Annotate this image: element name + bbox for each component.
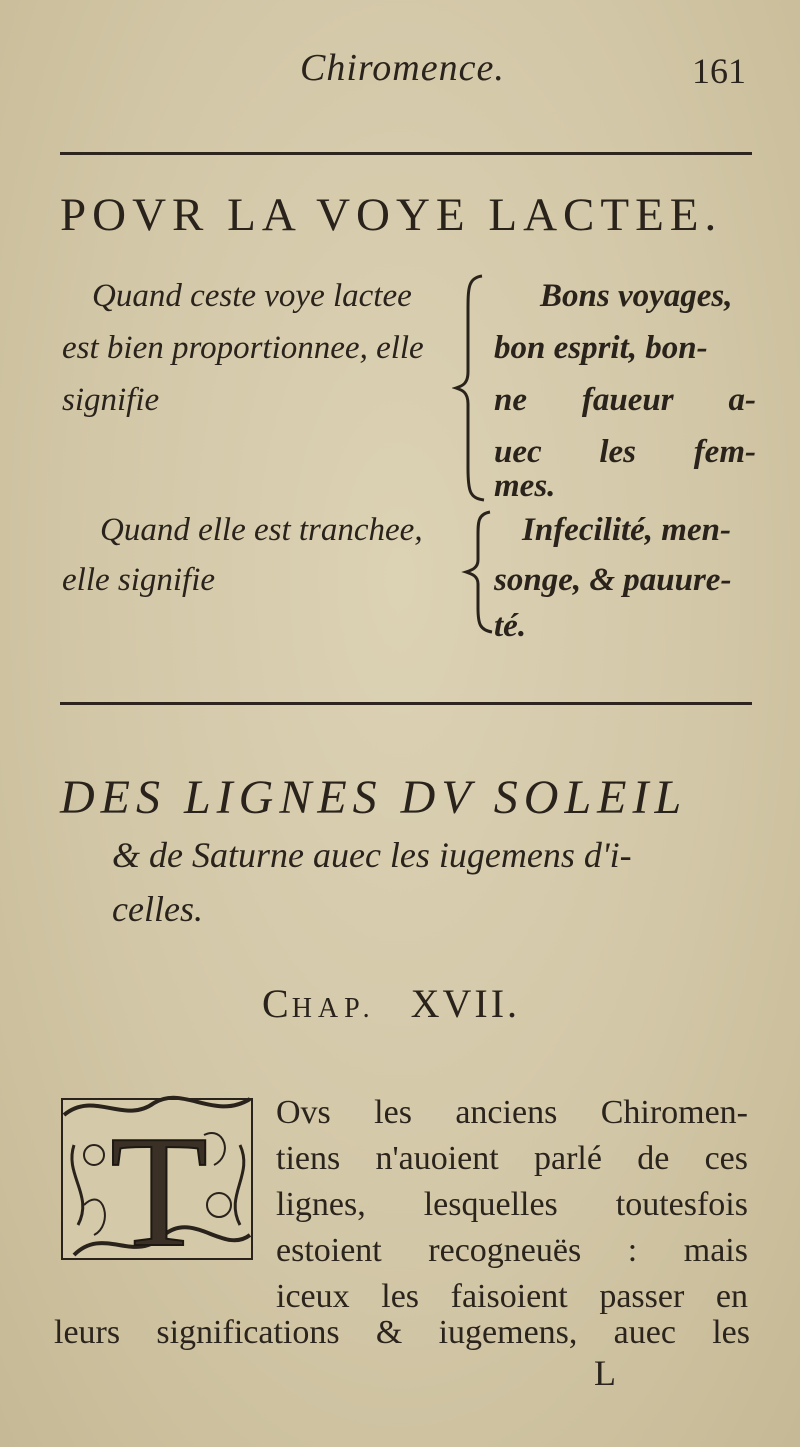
chapter-label-smallcaps: HAP. (291, 993, 376, 1024)
chapter-number: XVII. (410, 981, 521, 1026)
chapter-subtitle-line-1: & de Saturne auec les iugemens d'i- (112, 835, 632, 875)
running-title: Chiromence. (300, 47, 505, 89)
entry-2-condition-line-1: Quand elle est tranchee, (100, 512, 423, 548)
top-rule (60, 152, 752, 155)
section-title: POVR LA VOYE LACTEE. (60, 189, 723, 241)
entry-2-condition-line-2: elle signifie (62, 562, 216, 598)
drop-cap-letter: T (110, 1102, 208, 1275)
entry-2-meaning-line-3: té. (494, 608, 527, 644)
chapter-label (262, 980, 520, 1027)
body-line-6: leurs significations & iugemens, auec les (54, 1314, 750, 1351)
body-line-3: lignes, lesquelles toutesfois (276, 1186, 748, 1223)
ornament-icon (54, 1085, 264, 1275)
entry-1-meaning-line-1: Bons voyages, (540, 278, 733, 314)
entry-1-condition-line-3: signifie (62, 382, 160, 418)
body-line-5: iceux les faisoient passer en (276, 1278, 748, 1315)
middle-rule (60, 702, 752, 705)
signature-mark: L (594, 1353, 616, 1393)
body-line-2: tiens n'auoient parlé de ces (276, 1140, 748, 1177)
entry-1-meaning-line-3: ne faueur a- (494, 382, 756, 418)
entry-1-meaning-line-5: mes. (494, 468, 556, 504)
chapter-title: DES LIGNES DV SOLEIL (60, 771, 688, 824)
page-number: 161 (692, 51, 746, 91)
entry-1-condition-line-2: est bien proportionnee, elle (62, 330, 424, 366)
entry-1-condition-line-1: Quand ceste voye lactee (92, 278, 412, 314)
entry-1-meaning-line-2: bon esprit, bon- (494, 330, 708, 366)
entry-1-brace (452, 272, 492, 504)
decorated-initial (54, 1085, 264, 1275)
entry-1-meaning-line-4: uec les fem- (494, 434, 756, 470)
body-line-4: estoient recogneuës : mais (276, 1232, 748, 1269)
entry-2-meaning-line-2: songe, & pauure- (494, 562, 732, 598)
chapter-subtitle-line-2: celles. (112, 889, 203, 929)
entry-2-meaning-line-1: Infecilité, men- (522, 512, 731, 548)
body-line-1: Ovs les anciens Chiromen- (276, 1094, 748, 1131)
chapter-label-prefix: C (262, 981, 292, 1026)
